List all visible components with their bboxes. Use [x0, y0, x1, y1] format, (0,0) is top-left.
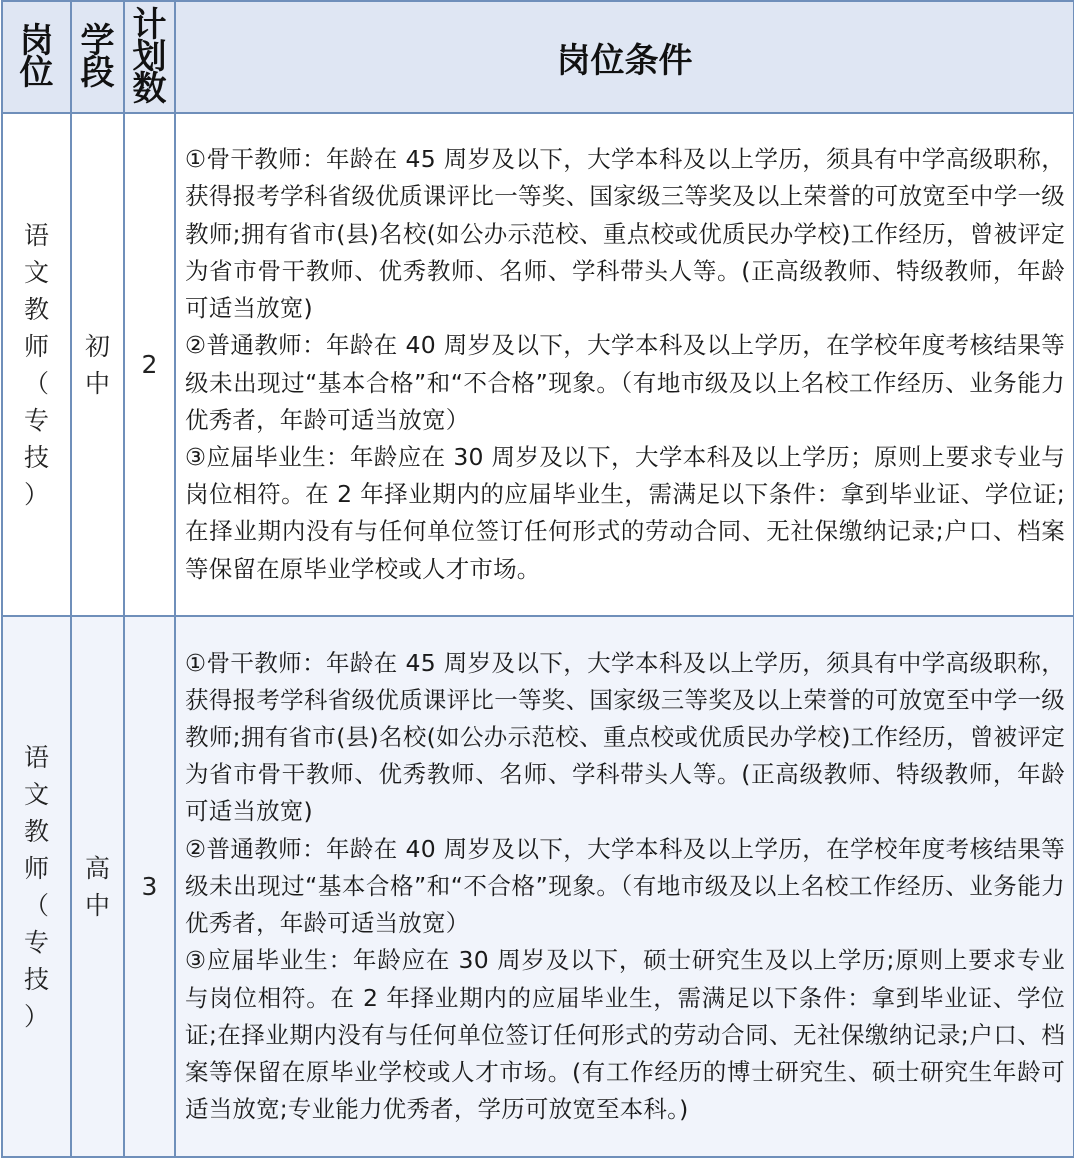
header-position-char: 位 — [19, 53, 54, 93]
position-char: ） — [23, 1001, 49, 1031]
position-char: 专 — [23, 405, 49, 435]
header-stage-char: 段 — [80, 53, 115, 93]
position-cell — [2, 616, 71, 1157]
position-char: 技 — [23, 442, 49, 472]
position-char: 师 — [23, 331, 49, 361]
position-char: 专 — [23, 927, 49, 957]
stage-cell — [71, 616, 124, 1157]
position-char: 文 — [23, 257, 49, 287]
header-stage-char: 学 — [80, 21, 115, 61]
condition-item: ①骨干教师：年龄在 45 周岁及以下，大学本科及以上学历，须具有中学高级职称，获得报考学科省级优质课评比一等奖、国家级三等奖及以上荣誉的可放宽至中学一级教师;拥有省市(县)名校(如公办示范校、重点校或优质民办学校)工作经历，曾被评定为省市骨干教师、优秀教师、名师、学科带头人等。(正高级教师、特级教师，年龄可适当放宽) — [185, 145, 1065, 323]
header-plan-char: 计 — [132, 5, 167, 45]
position-char: （ — [23, 368, 49, 398]
stage-char: 高 — [84, 853, 110, 883]
conditions-cell — [175, 113, 1074, 616]
recruitment-table — [1, 0, 1074, 1158]
header-stage — [71, 1, 124, 113]
stage-char: 中 — [84, 368, 110, 398]
table-row — [2, 113, 1074, 616]
header-position-char: 岗 — [19, 21, 54, 61]
condition-item: ②普通教师：年龄在 40 周岁及以下，大学本科及以上学历，在学校年度考核结果等级未出现过“基本合格”和“不合格”现象。（有地市级及以上名校工作经历、业务能力优秀者，年龄可适当放宽） — [185, 834, 1065, 938]
condition-item: ①骨干教师：年龄在 45 周岁及以下，大学本科及以上学历，须具有中学高级职称，获得报考学科省级优质课评比一等奖、国家级三等奖及以上荣誉的可放宽至中学一级教师;拥有省市(县)名校(如公办示范校、重点校或优质民办学校)工作经历，曾被评定为省市骨干教师、优秀教师、名师、学科带头人等。(正高级教师、特级教师，年龄可适当放宽) — [185, 648, 1065, 826]
plan-count-cell: 3 — [124, 616, 175, 1157]
stage-char: 中 — [84, 890, 110, 920]
position-char: ） — [23, 479, 49, 509]
position-char: （ — [23, 890, 49, 920]
plan-count-cell: 2 — [124, 113, 175, 616]
header-plan-char: 划 — [132, 37, 167, 77]
stage-char: 初 — [84, 331, 110, 361]
position-char: 教 — [23, 816, 49, 846]
position-char: 师 — [23, 853, 49, 883]
header-position — [2, 1, 71, 113]
conditions-cell — [175, 616, 1074, 1157]
position-char: 技 — [23, 964, 49, 994]
header-conditions: 岗位条件 — [175, 1, 1074, 113]
header-plan — [124, 1, 175, 113]
header-row — [2, 1, 1074, 113]
condition-item: ③应届毕业生：年龄应在 30 周岁及以下，硕士研究生及以上学历;原则上要求专业与岗位相符。在 2 年择业期内的应届毕业生，需满足以下条件：拿到毕业证、学位证;在择业期内没有与任何单位签订任何形式的劳动合同、无社保缴纳记录;户口、档案等保留在原毕业学校或人才市场。(有工作经历的博士研究生、硕士研究生年龄可适当放宽;专业能力优秀者，学历可放宽至本科。) — [185, 946, 1065, 1124]
stage-cell — [71, 113, 124, 616]
position-char: 文 — [23, 779, 49, 809]
condition-item: ③应届毕业生：年龄应在 30 周岁及以下，大学本科及以上学历；原则上要求专业与岗位相符。在 2 年择业期内的应届毕业生，需满足以下条件：拿到毕业证、学位证;在择业期内没有与任何单位签订任何形式的劳动合同、无社保缴纳记录;户口、档案等保留在原毕业学校或人才市场。 — [185, 442, 1065, 583]
position-cell — [2, 113, 71, 616]
position-char: 教 — [23, 294, 49, 324]
header-plan-char: 数 — [132, 69, 167, 109]
condition-item: ②普通教师：年龄在 40 周岁及以下，大学本科及以上学历，在学校年度考核结果等级未出现过“基本合格”和“不合格”现象。（有地市级及以上名校工作经历、业务能力优秀者，年龄可适当放宽） — [185, 331, 1065, 434]
position-char: 语 — [23, 742, 49, 772]
position-char: 语 — [23, 220, 49, 250]
table-row — [2, 616, 1074, 1157]
